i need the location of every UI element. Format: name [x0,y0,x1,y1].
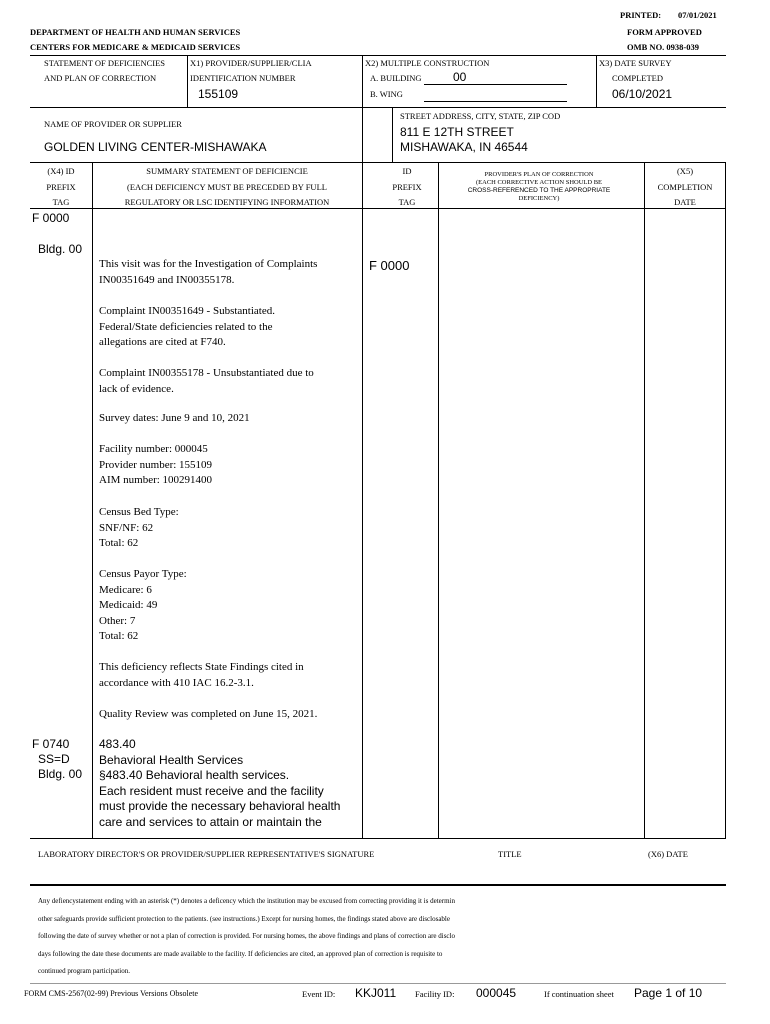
provider-id-label: X1) PROVIDER/SUPPLIER/CLIA [190,58,312,68]
date-survey-value: 06/10/2021 [612,87,673,101]
multiple-construction-label: X2) MULTIPLE CONSTRUCTION [365,58,490,68]
date-survey-label: X3) DATE SURVEY [599,58,672,68]
f740-text: 483.40 Behavioral Health Services §483.40 Behavioral health services. Each resident must receive and the facility must provide the necessary behavioral health care and services to attain or maintain the [99,737,341,829]
plan-header: PROVIDER'S PLAN OF CORRECTION [484,171,594,178]
summary-paragraph: Complaint IN00355178 - Unsubstantiated due to lack of evidence. [99,367,314,395]
correction-tag-f0000: F 0000 [369,258,410,273]
rule [644,163,645,838]
summary-header-3: REGULATORY OR LSC IDENTIFYING INFORMATION [124,197,330,207]
title-label: TITLE [498,849,522,859]
plan-header-3: CROSS-REFERENCED TO THE APPROPRIATE [467,187,611,194]
tag-bldg-00: Bldg. 00 [38,242,83,256]
x5-header-2: COMPLETION [657,182,713,192]
rule [30,983,726,984]
provider-name-label: NAME OF PROVIDER OR SUPPLIER [44,119,182,129]
printed-date: 07/01/2021 [678,10,717,20]
summary-paragraph: Quality Review was completed on June 15, 2021. [99,708,318,720]
plan-header-2: (EACH CORRECTIVE ACTION SHOULD BE [475,179,603,186]
provider-id-label-2: IDENTIFICATION NUMBER [190,73,296,83]
event-id-label: Event ID: [302,989,336,999]
date-label: (X6) DATE [648,849,688,859]
id-header-3: TAG [398,197,416,207]
rule [92,163,93,838]
page-number: Page 1 of 10 [634,986,703,1000]
rule [392,108,393,163]
provider-id-value: 155109 [198,87,239,101]
summary-paragraph: This visit was for the Investigation of Complaints IN00351649 and IN00355178. [99,258,318,286]
wing-label: B. WING [370,89,403,99]
summary-paragraph: Complaint IN00351649 - Substantiated. Federal/State deficiencies related to the allegations are cited at F740. [99,305,275,348]
summary-header-2: (EACH DEFICIENCY MUST BE PRECEDED BY FULL [127,182,327,192]
tag-f0000: F 0000 [32,211,70,225]
rule [362,163,363,838]
address-label: STREET ADDRESS, CITY, STATE, ZIP COD [400,111,561,121]
plan-header-4: DEFICIENCY) [518,195,560,202]
rule [30,838,726,839]
printed-label: PRINTED: [620,10,662,20]
summary-paragraph: Survey dates: June 9 and 10, 2021 [99,412,250,424]
facility-id-label: Facility ID: [415,989,455,999]
rule [30,162,726,163]
statement-label-2: AND PLAN OF CORRECTION [44,73,157,83]
rule [30,107,726,108]
omb-number: OMB NO. 0938-039 [627,42,700,52]
tag-bldg-00-2: Bldg. 00 [38,767,83,781]
x4-header: (X4) ID [47,166,75,176]
form-number: FORM CMS-2567(02-99) Previous Versions Obsolete [24,989,199,998]
rule [424,84,567,85]
rule [30,55,726,56]
x5-header: (X5) [676,166,694,176]
address-street: 811 E 12TH STREET [400,125,514,139]
rule [596,55,597,107]
summary-header: SUMMARY STATEMENT OF DEFICIENCIE [146,166,308,176]
rule [725,163,726,838]
rule [438,163,439,838]
building-label: A. BUILDING [370,73,422,83]
form-approved: FORM APPROVED [627,27,702,37]
event-id-value: KKJ011 [355,986,397,1000]
rule [30,884,726,886]
disclaimer-text: Any defiencystatement ending with an asterisk (*) denotes a deficency which the institution may be excused from correcting providing it is determin other safeguards provide sufficient protection to the patients. (see instructions.) Except for nursing homes, the findings stated above are disclosable following the date of survey whether or not a plan of correction is provided. For nursing homes, the above findings and plans of correction are disclo days following the date these documents are made available to the facility. If deficiencies are cited, an approved plan of correction is requisite to continued program participation. [38,897,455,975]
address-city: MISHAWAKA, IN 46544 [400,140,528,154]
summary-paragraph: This deficiency reflects State Findings cited in accordance with 410 IAC 16.2-3.1. [99,661,304,689]
x4-header-3: TAG [52,197,70,207]
summary-paragraph: Census Payor Type: Medicare: 6 Medicaid: 49 Other: 7 Total: 62 [99,568,187,642]
building-value: 00 [453,70,467,84]
id-header: ID [402,166,412,176]
facility-id-value: 000045 [476,986,517,1000]
cms-name: CENTERS FOR MEDICARE & MEDICAID SERVICES [30,42,241,52]
date-completed-label: COMPLETED [612,73,663,83]
rule [362,55,363,163]
rule [424,101,567,102]
tag-ss-d: SS=D [38,752,70,766]
signature-label: LABORATORY DIRECTOR'S OR PROVIDER/SUPPLIER REPRESENTATIVE'S SIGNATURE [38,849,375,859]
summary-paragraph: Census Bed Type: SNF/NF: 62 Total: 62 [99,506,179,549]
tag-f0740: F 0740 [32,737,70,751]
x4-header-2: PREFIX [46,182,76,192]
continuation-label: If continuation sheet [544,989,614,999]
dept-name: DEPARTMENT OF HEALTH AND HUMAN SERVICES [30,27,241,37]
statement-label: STATEMENT OF DEFICIENCIES [44,58,166,68]
summary-paragraph: Facility number: 000045 Provider number: 155109 AIM number: 100291400 [99,443,213,486]
rule [30,208,726,209]
rule [187,55,188,107]
id-header-2: PREFIX [392,182,422,192]
provider-name-value: GOLDEN LIVING CENTER-MISHAWAKA [44,140,267,154]
x5-header-3: DATE [674,197,696,207]
